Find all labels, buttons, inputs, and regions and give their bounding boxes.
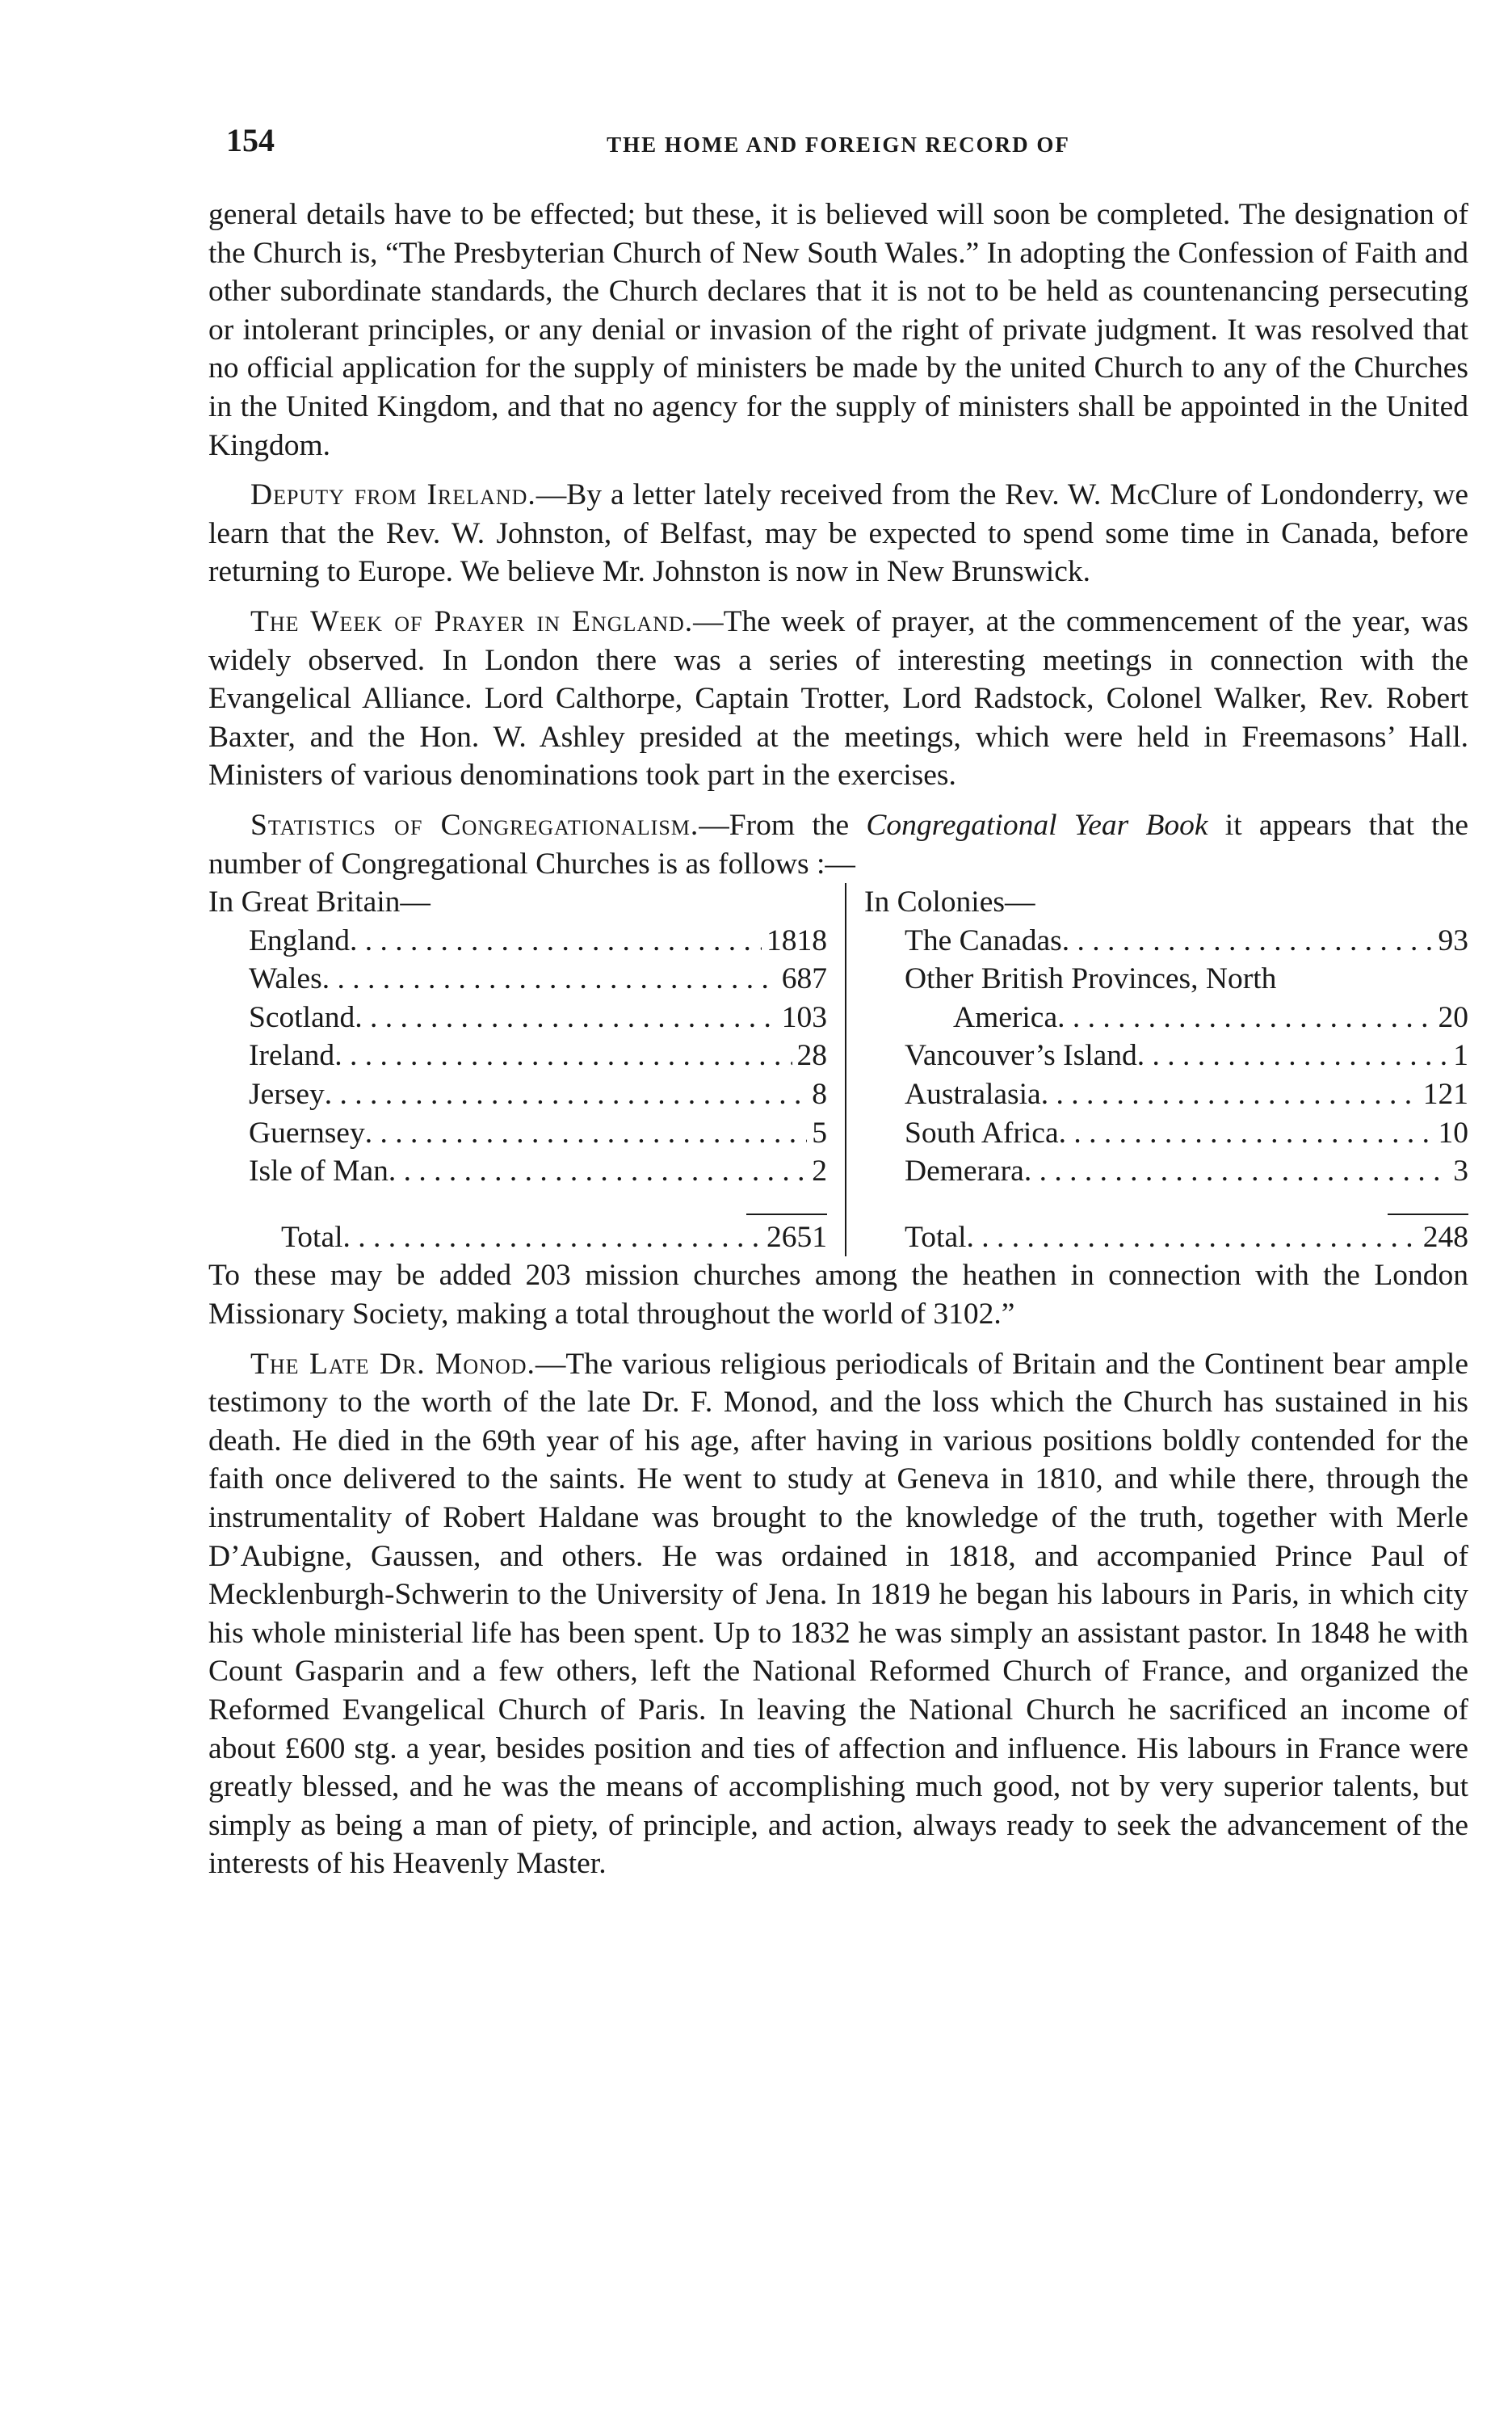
running-title: THE HOME AND FOREIGN RECORD OF: [607, 133, 1070, 157]
colonies-total: Total . . . 248: [864, 1218, 1468, 1257]
total-rule: [1388, 1214, 1468, 1215]
table-row: South Africa . . . 10: [864, 1114, 1468, 1153]
great-britain-total: Total . . . 2651: [208, 1218, 827, 1257]
table-row: Demerara . . . 3: [864, 1152, 1468, 1191]
table-row: America . . . 20: [864, 999, 1468, 1037]
table-row: The Canadas . . . 93: [864, 922, 1468, 961]
total-rule: [746, 1214, 827, 1215]
great-britain-column: [208, 883, 846, 1256]
table-row: Wales . . . 687: [208, 960, 827, 999]
continued-paragraph: general details have to be effected; but these, it is believed will soon be completed. The designation of the Church is, “The Presbyterian Church of New South Wales.” In adopting the Confession of Faith and other subordinate standards, the Church declares that it is not to be held as countenancing persecuting or intolerant principles, or any denial or invasion of the right of private judgment. It was resolved that no official application for the supply of ministers be made by the united Church to any of the Churches in the United Kingdom, and that no agency for the supply of ministers shall be appointed in the United Kingdom.: [208, 198, 1468, 462]
page-number: 154: [226, 122, 275, 158]
statistics-table: [208, 883, 1468, 1256]
statistics-after: To these may be added 203 mission churches among the heathen in connection with the London Missionary Society, making a total throughout the world of 3102.”: [208, 1259, 1468, 1331]
week-of-prayer-paragraph: [208, 603, 1468, 795]
statistics-heading: Statistics of Congregationalism.: [250, 808, 699, 842]
statistics-intro: [208, 806, 1468, 883]
table-row: Guernsey . . . 5: [208, 1114, 827, 1153]
statistics-intro-a: —From the: [699, 808, 867, 842]
week-heading: The Week of Prayer in England.: [250, 604, 694, 638]
page: [208, 121, 1468, 1883]
table-row: Australasia . . . 121: [864, 1075, 1468, 1114]
deputy-body: —By a letter lately received from the Rev. W. McClure of Londonderry, we learn that the Rev. W. Johnston, of Belfast, may be expected to spend some time in Canada, before returning to Europe. We believe Mr. Johnston is now in New Brunswick.: [208, 478, 1468, 589]
table-row: Ireland . . . 28: [208, 1037, 827, 1075]
colonies-column: [846, 883, 1468, 1256]
table-row: Scotland . . . 103: [208, 999, 827, 1037]
colonies-heading: In Colonies—: [864, 885, 1035, 919]
monod-heading: The Late Dr. Monod.: [250, 1347, 536, 1381]
monod-paragraph: [208, 1345, 1468, 1883]
deputy-heading: Deputy from Ireland.: [250, 478, 536, 512]
year-book-title: Congregational Year Book: [866, 808, 1208, 842]
monod-body: —The various religious periodicals of Britain and the Continent bear ample testimony to the worth of the late Dr. F. Monod, and the loss which the Church has sustained in his death. He died in the 69th year of his age, after having in various positions boldly contended for the faith once delivered to the saints. He went to study at Geneva in 1810, and while there, through the instrumentality of Robert Haldane was brought to the knowledge of the truth, together with Merle D’Aubigne, Gaussen, and others. He was ordained in 1818, and accompanied Prince Paul of Mecklenburgh-Schwerin to the University of Jena. In 1819 he began his labours in Paris, in which city his whole ministerial life has been spent. Up to 1832 he was simply an assistant pastor. In 1848 he with Count Gasparin and a few others, left the National Reformed Church of France, and organized the Reformed Evangelical Church of Paris. In leaving the National Church he sacrificed an income of about £600 stg. a year, besides position and ties of affection and influence. His labours in France were greatly blessed, and he was the means of accomplishing much good, not by very superior talents, but simply as being a man of piety, of principle, and action, always ready to seek the advancement of the interests of his Heavenly Master.: [208, 1347, 1468, 1881]
table-row: Isle of Man . . . 2: [208, 1152, 827, 1191]
page-header: [208, 121, 1468, 178]
week-body: —The week of prayer, at the commencement of the year, was widely observed. In London there was a series of interesting meetings in connection with the Evangelical Alliance. Lord Calthorpe, Captain Trotter, Lord Radstock, Colonel Walker, Rev. Robert Baxter, and the Hon. W. Ashley presided at the meetings, which were held in Freemasons’ Hall. Ministers of various denominations took part in the exercises.: [208, 604, 1468, 793]
table-row: Other British Provinces, North: [905, 962, 1277, 996]
statistics-intro-b: it appears that the number of Congregational Churches is as follows :—: [208, 808, 1468, 881]
deputy-paragraph: [208, 476, 1468, 591]
table-row: Vancouver’s Island . . . 1: [864, 1037, 1468, 1075]
table-row: England . . . 1818: [208, 922, 827, 961]
great-britain-heading: In Great Britain—: [208, 885, 430, 919]
table-row: Jersey . . . 8: [208, 1075, 827, 1114]
